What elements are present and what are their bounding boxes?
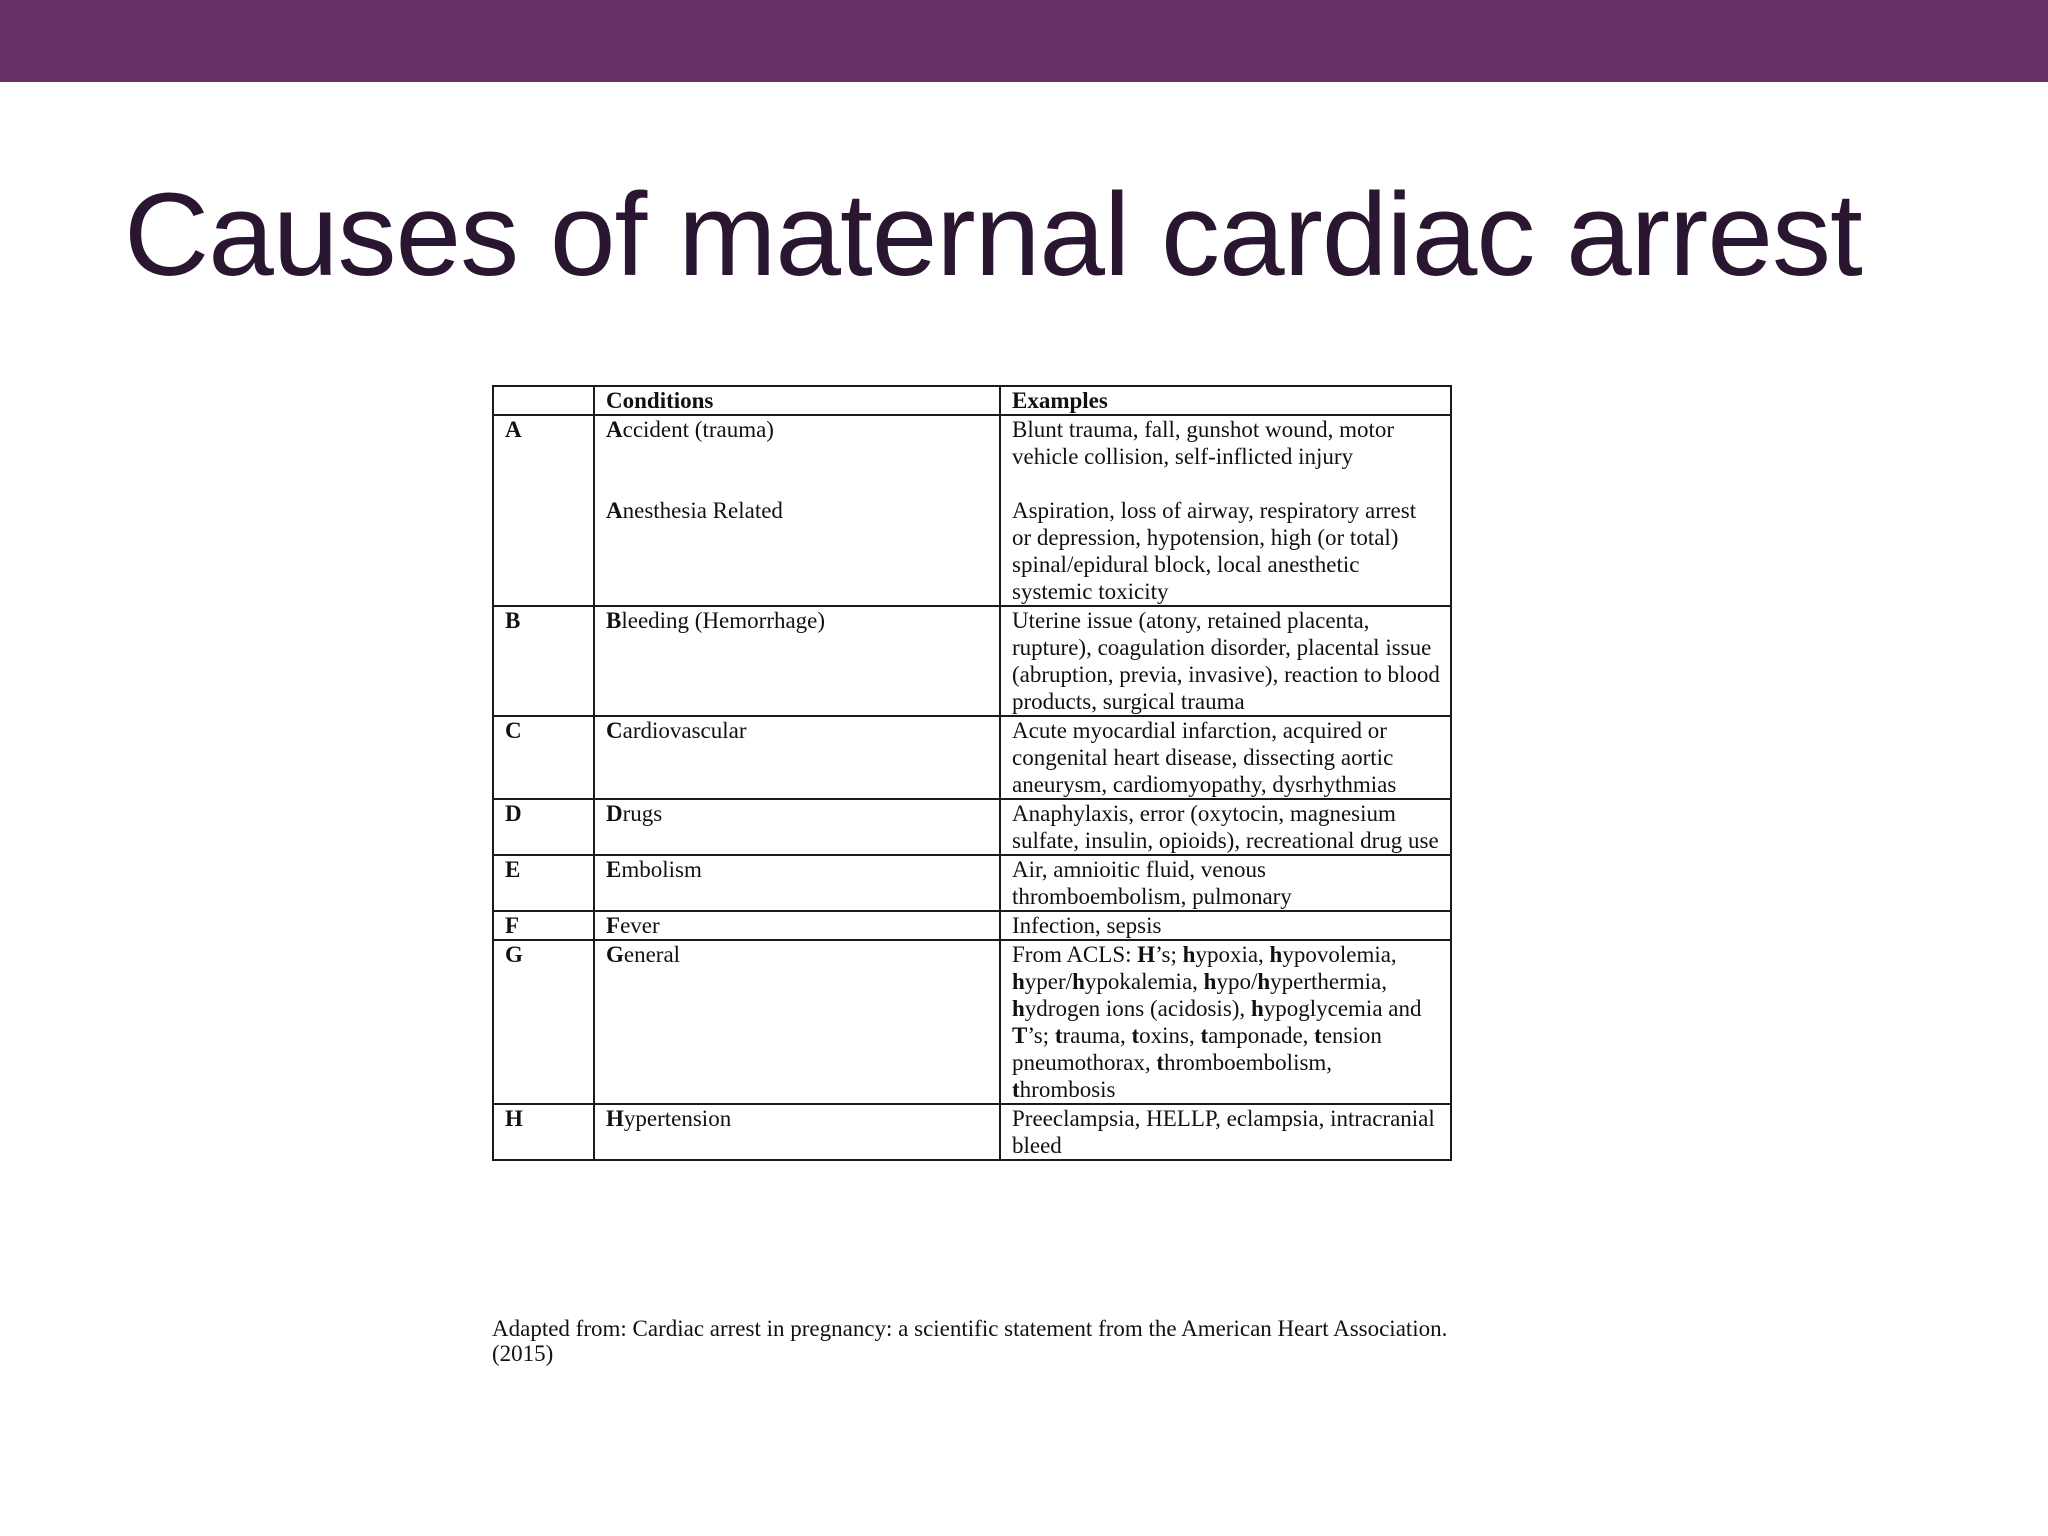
examples-fragment: t <box>1314 1023 1322 1048</box>
condition-item <box>606 416 989 443</box>
examples-fragment: ypoglycemia and <box>1263 996 1422 1021</box>
condition-rest: eneral <box>623 942 681 967</box>
examples-fragment: t <box>1156 1050 1165 1075</box>
condition-initial: E <box>606 857 622 882</box>
condition-rest: nesthesia Related <box>622 498 783 523</box>
condition-rest: ccident (trauma) <box>622 417 774 442</box>
condition-item <box>606 497 989 524</box>
examples-fragment: ’s; <box>1027 1023 1055 1048</box>
examples-fragment: hromboembolism, <box>1164 1050 1333 1075</box>
examples-fragment: h <box>1012 969 1025 994</box>
table-row-c <box>493 716 1451 799</box>
examples-fragment: ’s; <box>1155 942 1183 967</box>
row-examples: Uterine issue (atony, retained placenta, rupture), coagulation disorder, placental issue (abruption, previa, invasive), reaction to blood products, surgical trauma <box>1000 606 1451 716</box>
table-row-h <box>493 1104 1451 1160</box>
condition-rest: ypertension <box>623 1106 732 1131</box>
row-examples: Air, amnioitic fluid, venous thromboembolism, pulmonary <box>1000 855 1451 911</box>
condition-rest: rugs <box>622 801 663 826</box>
examples-fragment: H <box>1137 942 1156 967</box>
row-examples: Anaphylaxis, error (oxytocin, magnesium sulfate, insulin, opioids), recreational drug use <box>1000 799 1451 855</box>
examples-fragment: ypoxia, <box>1195 942 1270 967</box>
condition-initial: D <box>606 801 623 826</box>
table-row-b <box>493 606 1451 716</box>
table-row-f <box>493 911 1451 940</box>
row-letter: F <box>493 911 594 940</box>
condition-initial: A <box>606 417 623 442</box>
row-examples <box>1000 415 1451 606</box>
examples-fragment: t <box>1054 1023 1063 1048</box>
examples-fragment: From ACLS: <box>1012 942 1138 967</box>
condition-initial: H <box>606 1106 624 1131</box>
row-letter: D <box>493 799 594 855</box>
examples-fragment: h <box>1250 996 1264 1021</box>
examples-fragment: h <box>1012 996 1025 1021</box>
source-citation: Adapted from: Cardiac arrest in pregnancy: a scientific statement from the American Heart Association. (2015) <box>492 1316 1448 1366</box>
examples-fragment: h <box>1072 969 1085 994</box>
header-letter <box>493 386 594 415</box>
row-condition <box>594 606 1000 716</box>
examples-fragment: ypo/ <box>1216 969 1258 994</box>
table-row-a <box>493 415 1451 606</box>
row-letter: C <box>493 716 594 799</box>
condition-rest: ardiovascular <box>622 718 747 743</box>
table-row-e <box>493 855 1451 911</box>
row-condition <box>594 799 1000 855</box>
examples-fragment: yper/ <box>1024 969 1073 994</box>
table-header-row <box>493 386 1451 415</box>
row-condition <box>594 415 1000 606</box>
examples-fragment: t <box>1131 1023 1140 1048</box>
examples-fragment: h <box>1257 969 1271 994</box>
row-letter: G <box>493 940 594 1104</box>
row-examples: Acute myocardial infarction, acquired or congenital heart disease, dissecting aortic aneurysm, cardiomyopathy, dysrhythmias <box>1000 716 1451 799</box>
examples-fragment: amponade, <box>1208 1023 1315 1048</box>
condition-rest: ever <box>620 913 660 938</box>
header-examples: Examples <box>1000 386 1451 415</box>
condition-initial: G <box>606 942 624 967</box>
row-examples <box>1000 940 1451 1104</box>
condition-initial: A <box>606 498 623 523</box>
slide-title: Causes of maternal cardiac arrest <box>124 169 1862 301</box>
row-condition <box>594 716 1000 799</box>
examples-fragment: t <box>1200 1023 1209 1048</box>
examples-fragment: ydrogen ions (acidosis), <box>1024 996 1251 1021</box>
examples-fragment: ypokalemia, <box>1084 969 1204 994</box>
causes-table <box>492 385 1452 1161</box>
condition-initial: B <box>606 608 622 633</box>
row-examples: Infection, sepsis <box>1000 911 1451 940</box>
examples-fragment: h <box>1203 969 1217 994</box>
row-letter: E <box>493 855 594 911</box>
examples-fragment: ypovolemia, <box>1282 942 1397 967</box>
row-letter: B <box>493 606 594 716</box>
examples-fragment: h <box>1182 942 1196 967</box>
examples-fragment: ension pneumothorax, <box>1012 1023 1382 1075</box>
row-condition <box>594 940 1000 1104</box>
row-letter: A <box>493 415 594 606</box>
row-condition <box>594 1104 1000 1160</box>
condition-rest: leeding (Hemorrhage) <box>621 608 826 633</box>
top-accent-bar <box>0 0 2048 82</box>
examples-fragment: rauma, <box>1062 1023 1132 1048</box>
row-condition <box>594 855 1000 911</box>
table-row-d <box>493 799 1451 855</box>
examples-fragment: t <box>1012 1077 1020 1102</box>
row-letter: H <box>493 1104 594 1160</box>
table-row-g <box>493 940 1451 1104</box>
row-condition <box>594 911 1000 940</box>
row-examples: Preeclampsia, HELLP, eclampsia, intracranial bleed <box>1000 1104 1451 1160</box>
condition-initial: C <box>606 718 623 743</box>
examples-fragment: h <box>1269 942 1283 967</box>
examples-text: Aspiration, loss of airway, respiratory arrest or depression, hypotension, high (or total) spinal/epidural block, local anesthetic systemic toxicity <box>1012 498 1417 604</box>
condition-initial: F <box>606 913 621 938</box>
condition-rest: mbolism <box>621 857 702 882</box>
examples-fragment: hrombosis <box>1019 1077 1116 1102</box>
examples-fragment: T <box>1012 1023 1028 1048</box>
examples-text: Blunt trauma, fall, gunshot wound, motor vehicle collision, self-inflicted injury <box>1012 417 1395 469</box>
header-conditions: Conditions <box>594 386 1000 415</box>
examples-fragment: oxins, <box>1139 1023 1201 1048</box>
examples-fragment: yperthermia, <box>1270 969 1388 994</box>
